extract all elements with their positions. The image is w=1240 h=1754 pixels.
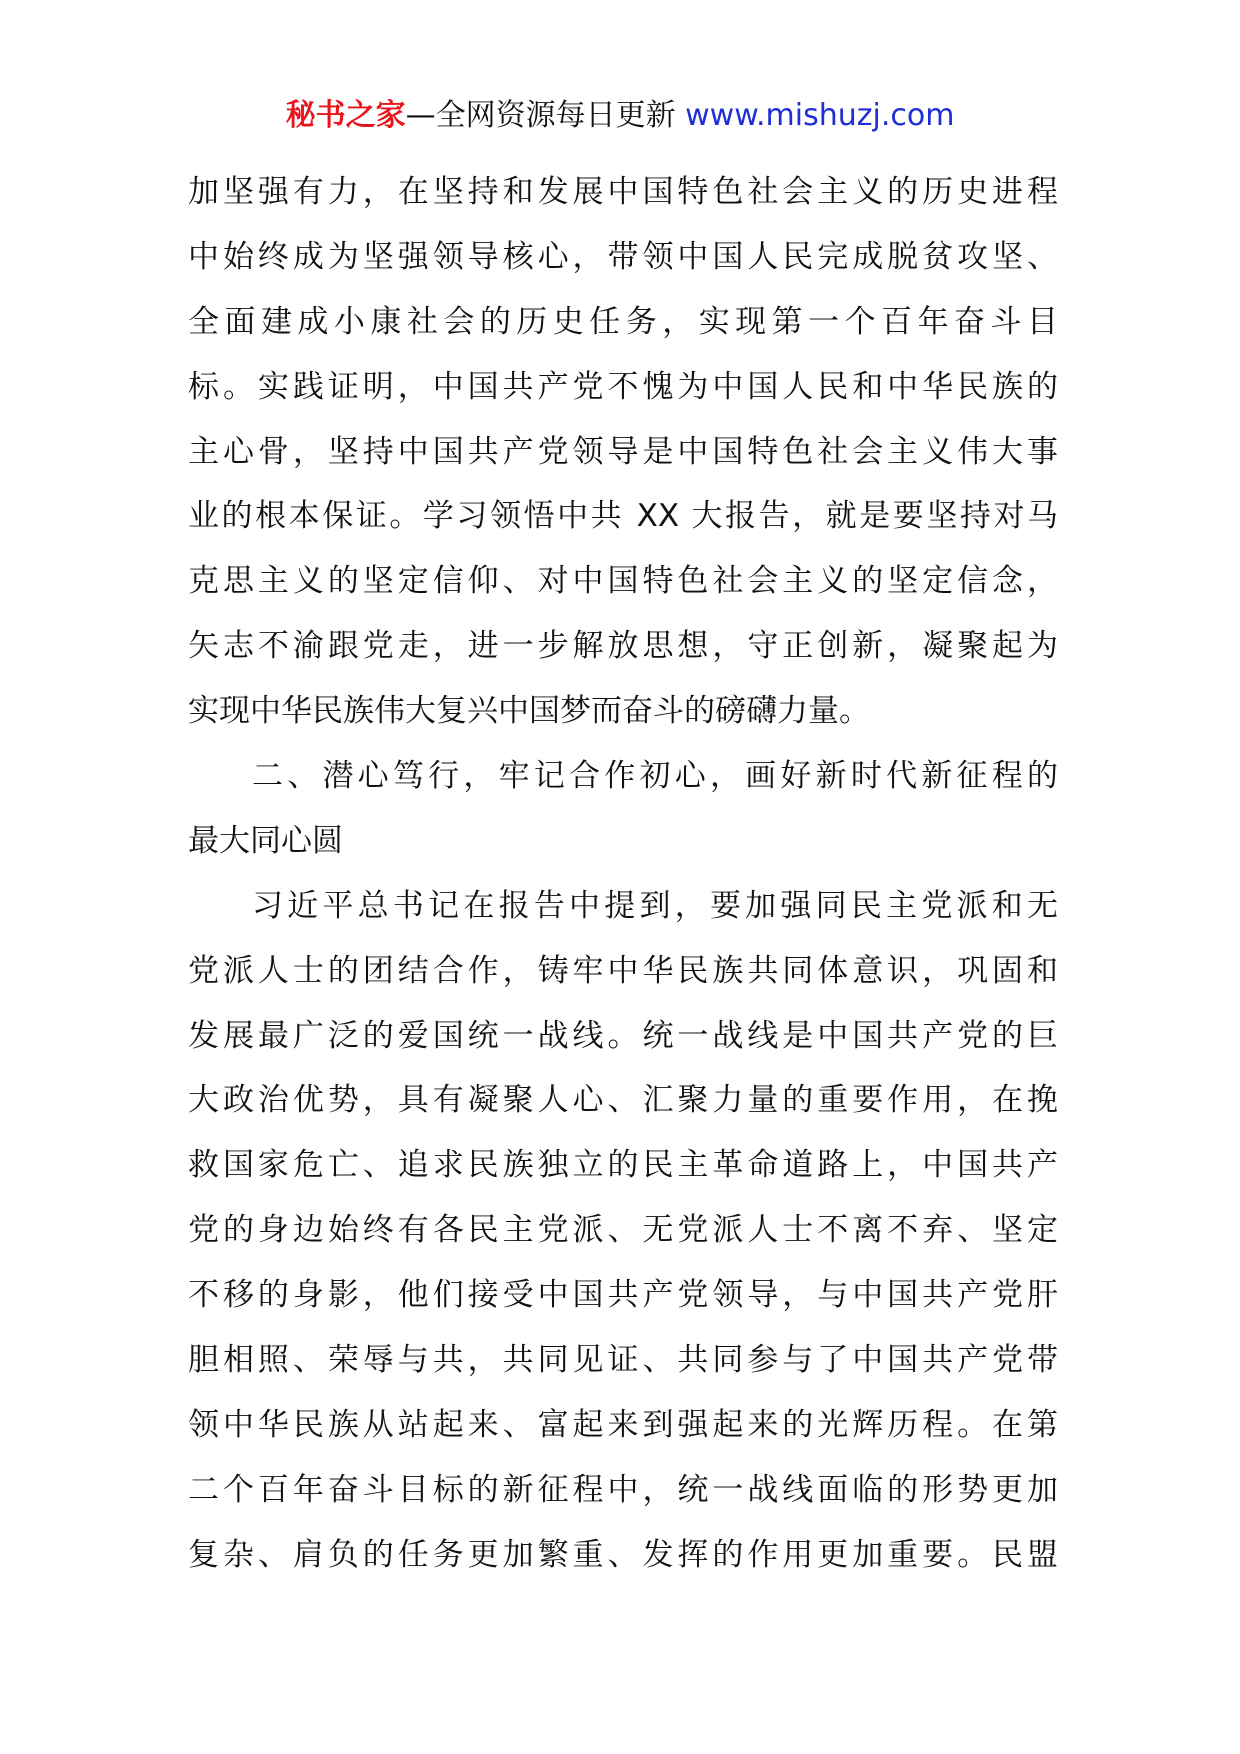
paragraph-line: 发展最广泛的爱国统一战线。统一战线是中国共产党的巨 [188, 1017, 1058, 1054]
site-url-link[interactable]: www.mishuzj.com [685, 98, 955, 133]
paragraph-line: 救国家危亡、追求民族独立的民主革命道路上，中国共产 [188, 1147, 1058, 1184]
paragraph-line: 矢志不渝跟党走，进一步解放思想，守正创新，凝聚起为 [188, 628, 1058, 665]
paragraph-line: 业的根本保证。学习领悟中共 XX 大报告，就是要坚持对马 [188, 498, 1058, 535]
paragraph-line: 复杂、肩负的任务更加繁重、发挥的作用更加重要。民盟 [188, 1536, 1058, 1573]
paragraph-line: 二个百年奋斗目标的新征程中，统一战线面临的形势更加 [188, 1471, 1058, 1508]
paragraph-line: 克思主义的坚定信仰、对中国特色社会主义的坚定信念， [188, 563, 1058, 600]
paragraph-line: 党派人士的团结合作，铸牢中华民族共同体意识，巩固和 [188, 952, 1058, 989]
site-brand: 秘书之家 [285, 98, 406, 133]
paragraph-line: 领中华民族从站起来、富起来到强起来的光辉历程。在第 [188, 1406, 1058, 1443]
paragraph-line: 全面建成小康社会的历史任务，实现第一个百年奋斗目 [188, 303, 1058, 340]
paragraph-line: 不移的身影，他们接受中国共产党领导，与中国共产党肝 [188, 1277, 1058, 1314]
paragraph-last-line: 实现中华民族伟大复兴中国梦而奋斗的磅礴力量。 [188, 693, 870, 730]
paragraph-line: 党的身边始终有各民主党派、无党派人士不离不弃、坚定 [188, 1212, 1058, 1249]
paragraph-line: 中始终成为坚强领导核心，带领中国人民完成脱贫攻坚、 [188, 238, 1058, 275]
site-tagline: —全网资源每日更新 [405, 98, 676, 133]
paragraph-line: 主心骨，坚持中国共产党领导是中国特色社会主义伟大事 [188, 433, 1058, 470]
paragraph-line: 加坚强有力，在坚持和发展中国特色社会主义的历史进程 [188, 174, 1058, 210]
paragraph-line: 胆相照、荣辱与共，共同见证、共同参与了中国共产党带 [188, 1342, 1058, 1379]
page-header [0, 96, 1240, 136]
section-heading-line: 二、潜心笃行，牢记合作初心，画好新时代新征程的 [252, 758, 1058, 795]
paragraph-line: 大政治优势，具有凝聚人心、汇聚力量的重要作用，在挽 [188, 1082, 1058, 1119]
paragraph-line: 标。实践证明，中国共产党不愧为中国人民和中华民族的 [188, 368, 1058, 405]
paragraph-first-line: 习近平总书记在报告中提到，要加强同民主党派和无 [252, 887, 1058, 924]
section-heading-last-line: 最大同心圆 [188, 822, 343, 859]
document-body [188, 160, 1058, 1588]
